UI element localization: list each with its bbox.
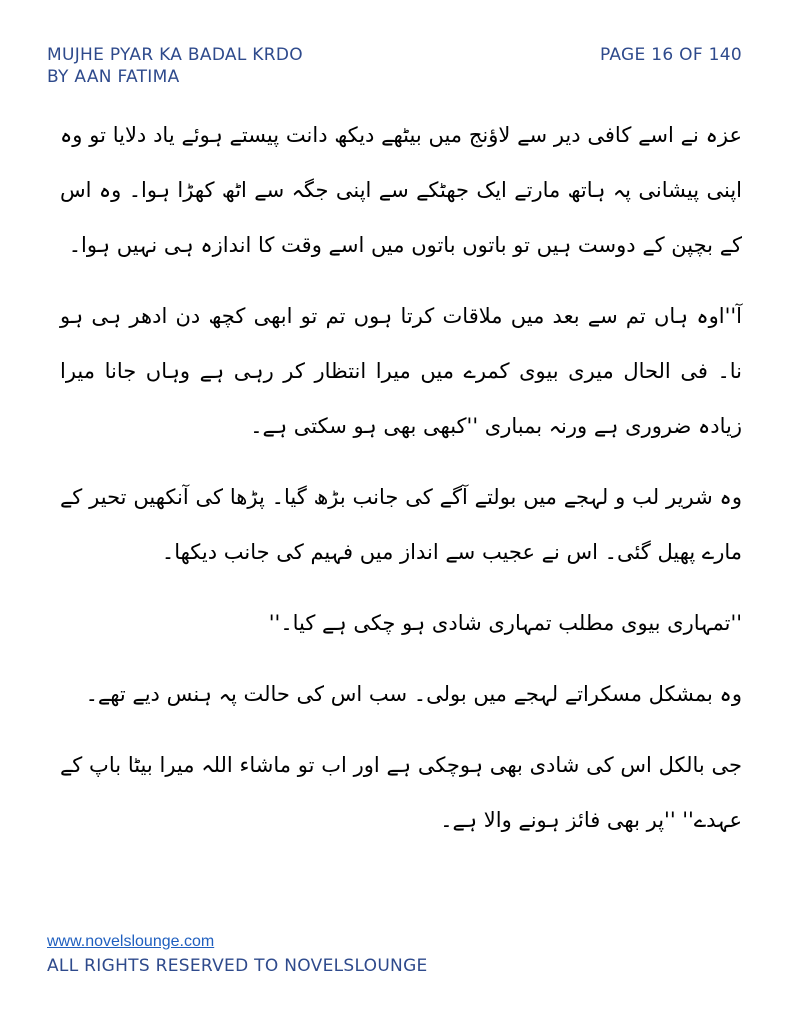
paragraph-6: جی بالکل اس کی شادی بھی ہوچکی ہے اور اب تو ماشاء اللہ میرا بیٹا باپ کے عہدے'' ''پر بھی فائز ہونے والا ہے۔ — [60, 753, 742, 832]
header-title-block — [47, 44, 303, 88]
story-body — [60, 108, 742, 848]
paragraph-1: عزہ نے اسے کافی دیر سے لاؤنج میں بیٹھے دیکھ دانت پیستے ہوئے یاد دلایا تو وہ اپنی پیشانی پہ ہاتھ مارتے ایک جھٹکے سے اپنی جگہ سے اٹھ کھڑا ہوا۔ وہ اس کے بچپن کے دوست ہیں تو باتوں باتوں میں اسے وقت کا اندازہ ہی نہیں ہوا۔ — [60, 123, 742, 257]
rights-notice: ALL RIGHTS RESERVED TO NOVELSLOUNGE — [47, 956, 428, 976]
website-link[interactable]: www.novelslounge.com — [47, 933, 215, 950]
author-name: BY AAN FATIMA — [47, 67, 180, 87]
paragraph-5: وہ بمشکل مسکراتے لہجے میں بولی۔ سب اس کی حالت پہ ہنس دیے تھے۔ — [85, 682, 742, 706]
novel-title: MUJHE PYAR KA BADAL KRDO — [47, 45, 303, 65]
paragraph-4: ''تمہاری بیوی مطلب تمہاری شادی ہو چکی ہے کیا۔'' — [268, 611, 742, 635]
paragraph-3: وہ شریر لب و لہجے میں بولتے آگے کی جانب بڑھ گیا۔ پڑھا کی آنکھیں تحیر کے مارے پھیل گئی۔ اس نے عجیب سے انداز میں فہیم کی جانب دیکھا۔ — [60, 485, 742, 564]
paragraph-2: آ''اوہ ہاں تم سے بعد میں ملاقات کرتا ہوں تم تو ابھی کچھ دن ادھر ہی ہو نا۔ فی الحال میری بیوی کمرے میں میرا انتظار کر رہی ہے وہاں جانا میرا زیادہ ضروری ہے ورنہ بمباری ''کبھی بھی ہو سکتی ہے۔ — [60, 304, 742, 438]
page-number: PAGE 16 OF 140 — [599, 45, 742, 65]
